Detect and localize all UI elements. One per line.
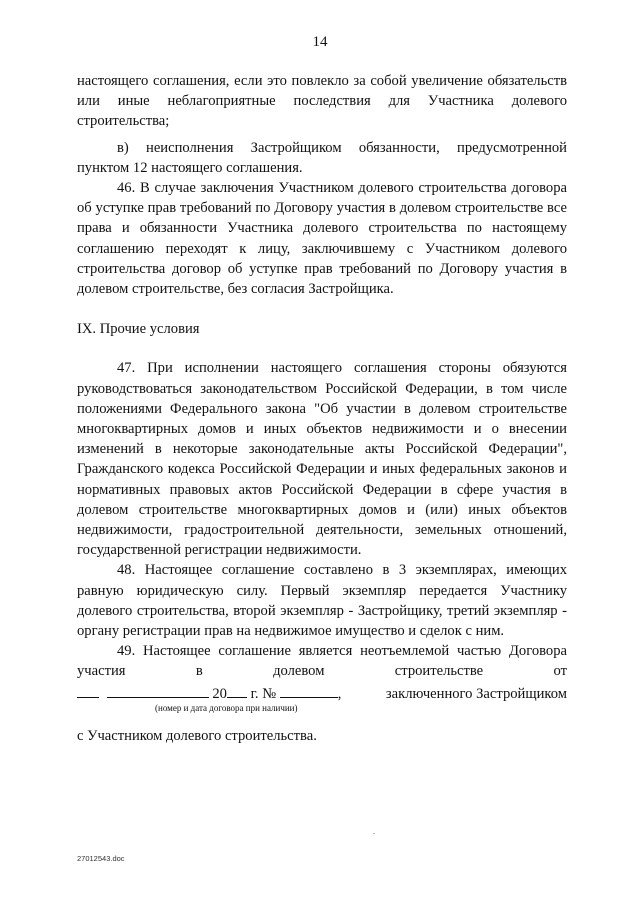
paragraph-48: 48. Настоящее соглашение составлено в 3 экземплярах, имеющих равную юридическую силу. Первый экземпляр передается Участнику долевого строительства, второй экземпляр - Застройщику, третий экземпляр - органу регистрации прав на недвижимое имущество и сделок с ним. <box>77 562 567 640</box>
paragraph-subitem-v: в) неисполнения Застройщиком обязанности, предусмотренной пунктом 12 настоящего соглашения. <box>77 139 567 176</box>
day-blank <box>77 682 99 698</box>
paragraph-47: 47. При исполнении настоящего соглашения стороны обязуются руководствоваться законодательством Российской Федерации, в том числе положениями Федерального закона "Об участии в долевом строительстве многоквартирных домов и иных объектов недвижимости и о внесении изменений в некоторые законодательные акты Российской Федерации", Гражданского кодекса Российской Федерации и иных федеральных законов и нормативных правовых актов Российской Федерации в сфере участия в долевом строительстве многоквартирных домов и (или) иных объектов недвижимости, градостроительной деятельности, земельных отношений, государственной регистрации недвижимости. <box>77 360 567 559</box>
paragraph-49: 49. Настоящее соглашение является неотъемлемой частью Договора участия в долевом строительстве от <box>77 643 567 680</box>
document-body <box>77 71 567 746</box>
paragraph-49-ending: с Участником долевого строительства. <box>77 727 317 744</box>
section-heading: IX. Прочие условия <box>77 321 200 338</box>
concluded-text: заключенного Застройщиком <box>385 685 567 702</box>
month-blank <box>107 682 209 698</box>
contract-date-blank <box>77 682 341 704</box>
footer-document-code: 27012543.doc <box>77 854 125 863</box>
year-prefix: 20 <box>212 685 227 702</box>
comma: , <box>337 685 342 702</box>
contract-details-line <box>77 682 567 704</box>
field-hint: (номер и дата договора при наличии) <box>155 702 298 713</box>
paragraph-46: 46. В случае заключения Участником долевого строительства договора об уступке прав требований по Договору участия в долевом строительстве все права и обязанности Участника долевого строительства по настоящему соглашению переходят к лицу, заключившему с Участником долевого строительства договор об уступке прав требований по Договору участия в долевом строительстве, без согласия Застройщика. <box>77 180 567 298</box>
contract-number-blank <box>280 682 338 698</box>
year-blank <box>227 682 247 698</box>
scan-mark <box>373 833 375 834</box>
page-number: 14 <box>312 34 328 50</box>
paragraph-continuation: настоящего соглашения, если это повлекло за собой увеличение обязательств или иные неблагоприятные последствия для Участника долевого строительства; <box>77 73 567 130</box>
year-suffix: г. № <box>250 685 277 702</box>
